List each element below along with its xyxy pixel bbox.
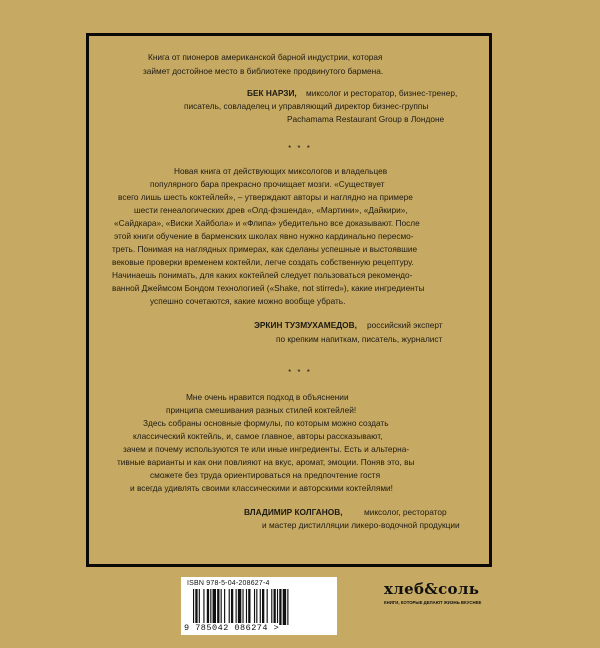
quote1-author-name: БЕК НАРЗИ,	[247, 88, 297, 98]
quote3-author-role-1: миксолог, ресторатор	[364, 507, 447, 517]
quote3-line-2: принципа смешивания разных стилей коктейлей!	[166, 405, 357, 415]
publisher-logo: хлеб&соль	[384, 580, 480, 598]
quote2-line-8: вековые проверки временем коктейли, легче создать собственную рецептуру.	[112, 257, 414, 267]
separator-1: * * *	[288, 144, 312, 153]
barcode-digits: 9 785042 086274 >	[184, 623, 280, 633]
quote2-line-11: успешно сочетаются, какие можно вообще убрать.	[150, 296, 346, 306]
quote2-line-5: «Сайдкара», «Виски Хайбола» и «Флипа» убедительно все доказывают. После	[114, 218, 420, 228]
quote3-line-8: и всегда удивлять своими классическими и авторскими коктейлями!	[130, 483, 393, 493]
separator-2: * * *	[288, 368, 312, 377]
quote1-author-role-3: Pachamama Restaurant Group в Лондоне	[287, 114, 445, 124]
quote1-author-role-2: писатель, совладелец и управляющий директор бизнес-группы	[184, 101, 429, 111]
quote2-author-name: ЭРКИН ТУЗМУХАМЕДОВ,	[254, 320, 357, 330]
barcode-bars	[193, 589, 331, 625]
quote3-author-role-2: и мастер дистилляции ликеро-водочной продукции	[262, 520, 460, 530]
quote3-author-name: ВЛАДИМИР КОЛГАНОВ,	[244, 507, 343, 517]
isbn-label: ISBN 978-5-04-208627-4	[187, 580, 270, 587]
quote2-line-4: шести генеалогических древ «Олд-фэшенда», «Мартини», «Дайкири»,	[134, 205, 408, 215]
quote3-line-5: зачем и почему используются те или иные ингредиенты. Есть и альтерна-	[123, 444, 410, 454]
quote2-line-10: ванной Джеймсом Бондом технологией («Shake, not stirred»), какие ингредиенты	[112, 283, 425, 293]
quote2-line-6: этой книги обучение в барменских школах явно нужно кардинально пересмо-	[114, 231, 414, 241]
quote3-line-3: Здесь собраны основные формулы, по которым можно создать	[143, 418, 389, 428]
quote3-line-1: Мне очень нравится подход в объяснении	[186, 392, 349, 402]
quote2-author-role-2: по крепким напиткам, писатель, журналист	[276, 334, 443, 344]
quote2-line-9: Начинаешь понимать, для каких коктейлей следует пользоваться рекомендо-	[112, 270, 413, 280]
quote3-line-6: тивные варианты и как они повлияют на вкус, аромат, эмоции. Поняв это, вы	[117, 457, 415, 467]
barcode	[181, 577, 337, 635]
quote2-line-7: треть. Понимая на наглядных примерах, как сделаны успешные и выстоявшие	[112, 244, 418, 254]
quote1-line-1: Книга от пионеров американской барной индустрии, которая	[148, 52, 383, 62]
quote2-line-2: популярного бара прекрасно прочищает мозги. «Существует	[150, 179, 385, 189]
quote1-author-role-1: миксолог и ресторатор, бизнес-тренер,	[306, 88, 458, 98]
quote3-line-7: сможете без труда ориентироваться на предпочтение гостя	[150, 470, 381, 480]
quote3-line-4: классический коктейль, и, самое главное, авторы рассказывают,	[133, 431, 383, 441]
quote2-line-3: всего лишь шесть коктейлей», – утверждают авторы и наглядно на примере	[118, 192, 413, 202]
quote2-author-role-1: российский эксперт	[367, 320, 443, 330]
quote1-line-2: займет достойное место в библиотеке продвинутого бармена.	[143, 66, 384, 76]
publisher-tagline: КНИГИ, КОТОРЫЕ ДЕЛАЮТ ЖИЗНЬ ВКУСНЕЕ	[384, 600, 482, 605]
quote2-line-1: Новая книга от действующих миксологов и владельцев	[174, 166, 388, 176]
